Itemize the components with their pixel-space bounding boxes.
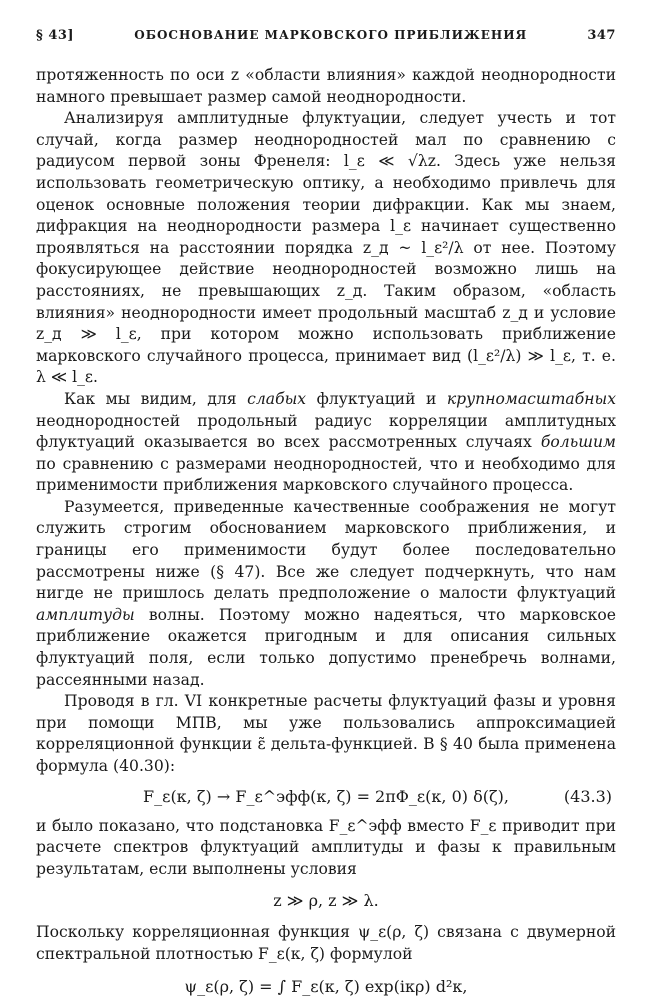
equation-number: (43.3) xyxy=(563,786,612,806)
paragraph-6: и было показано, что подстановка F_ε^эфф вместо F_ε приводит при расчете спектров флуктуаций амплитуды и фазы к правильным результатам, если выполнены условия xyxy=(36,816,616,878)
p3-text-c: неоднородностей продольный радиус корреляции амплитудных флуктуаций оказывается во всех рассмотренных случаях xyxy=(36,411,616,452)
p4-text-a: Разумеется, приведенные качественные соображения не могут служить строгим обоснованием марковского приближения, и границы его применимости будут более последовательно рассмотрены ниже (§ 47). Все же следует подчеркнуть, что нам нигде не пришлось делать предположение о малости флуктуаций xyxy=(36,497,616,603)
p3-emphasis-large: большим xyxy=(540,433,616,452)
paragraph-2: Анализируя амплитудные флуктуации, следует учесть и тот случай, когда размер неоднородностей мал по сравнению с радиусом первой зоны Френеля: l_ε ≪ √λz. Здесь уже нельзя использовать геометрическую оптику, а необходимо привлечь для оценок основные положения теории дифракции. Как мы знаем, дифракция на неоднородности размера l_ε начинает существенно проявляться на расстоянии порядка z_д ~ l_ε²/λ от нее. Поэтому фокусирующее действие неоднородностей возможно лишь на расстояниях, не превышающих z_д. Таким образом, «область влияния» неоднородности имеет продольный масштаб z_д и условие z_д ≫ l_ε, при котором можно использовать приближение марковского случайного процесса, принимает вид (l_ε²/λ) ≫ l_ε, т. е. λ ≪ l_ε. xyxy=(36,109,616,387)
running-head xyxy=(36,28,616,43)
p4-emphasis-amplitude: амплитуды xyxy=(36,605,135,624)
paragraph-5: Проводя в гл. VI конкретные расчеты флуктуаций фазы и уровня при помощи МПВ, мы уже пользовались аппроксимацией корреляционной функции ε̃ дельта-функцией. В § 40 была применена формула (40.30): xyxy=(36,692,616,775)
p3-text-a: Как мы видим, для xyxy=(64,389,237,408)
paragraph-1: протяженность по оси z «области влияния» каждой неоднородности намного превышает размер самой неоднородности. xyxy=(36,66,616,106)
section-marker: § 43] xyxy=(36,28,75,43)
paragraph-3 xyxy=(36,389,616,497)
paragraph-4 xyxy=(36,497,616,691)
paragraph-7: Поскольку корреляционная функция ψ_ε(ρ, ζ) связана с двумерной спектральной плотностью F_ε(κ, ζ) формулой xyxy=(36,923,616,963)
p3-text-b: флуктуаций и xyxy=(316,389,437,408)
condition-formula: z ≫ ρ, z ≫ λ. xyxy=(273,891,379,911)
page-number: 347 xyxy=(587,28,616,43)
p4-text-b: волны. Поэтому можно надеяться, что марковское приближение окажется пригодным и для описания сильных флуктуаций поля, если только допустимо пренебречь волнами, рассеянными назад. xyxy=(36,605,616,689)
equation-43-3 xyxy=(36,786,616,808)
running-title: ОБОСНОВАНИЕ МАРКОВСКОГО ПРИБЛИЖЕНИЯ xyxy=(134,28,528,42)
equation-43-3-body: F_ε(κ, ζ) → F_ε^эфф(κ, ζ) = 2πΦ_ε(κ, 0) δ(ζ), xyxy=(143,786,509,806)
p3-emphasis-weak: слабых xyxy=(247,389,307,408)
book-page xyxy=(36,28,616,1008)
p3-emphasis-large-scale: крупномасштабных xyxy=(446,389,616,408)
correlation-formula: ψ_ε(ρ, ζ) = ∫ F_ε(κ, ζ) exp(iκρ) d²κ, xyxy=(184,976,468,996)
p3-text-d: по сравнению с размерами неоднородностей, что и необходимо для применимости приближения марковского случайного процесса. xyxy=(36,454,616,495)
